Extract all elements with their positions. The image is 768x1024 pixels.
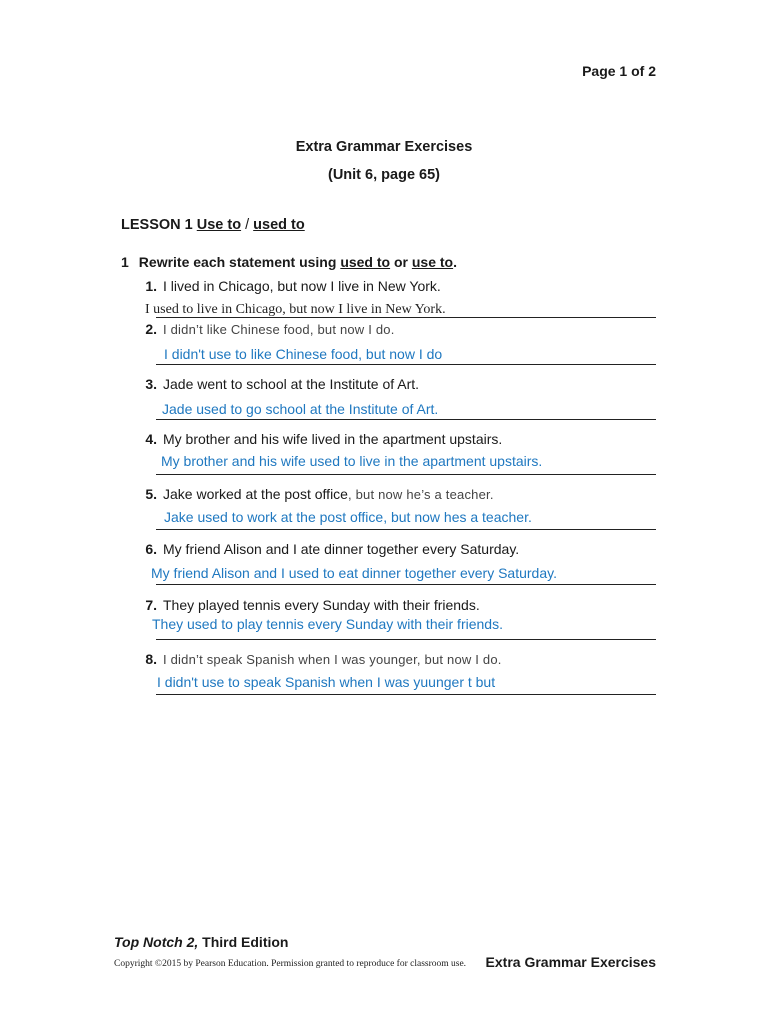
footer-book-name: Top Notch 2, (114, 934, 199, 950)
exercise-number: 1 (121, 254, 129, 270)
exercise-item-2 (137, 321, 395, 337)
answer-line-3 (156, 419, 656, 420)
instruction-period: . (453, 254, 457, 270)
answer-line-8 (156, 694, 656, 695)
item-number: 8. (145, 651, 157, 667)
item-number: 6. (145, 541, 157, 557)
exercise-item-5 (137, 486, 494, 502)
item-number: 1. (145, 278, 157, 294)
item-6-answer[interactable]: My friend Alison and I used to eat dinner together every Saturday. (151, 565, 557, 581)
item-2-answer[interactable]: I didn't use to like Chinese food, but now I do (164, 346, 443, 362)
item-prompt: Jade went to school at the Institute of Art. (163, 376, 420, 392)
instruction-or: or (393, 254, 408, 270)
exercise-item-4 (137, 431, 502, 447)
item-4-answer[interactable]: My brother and his wife used to live in the apartment upstairs. (161, 453, 543, 469)
footer-edition: Third Edition (198, 934, 289, 950)
item-prompt: I didn’t speak Spanish when I was younger, but now I do. (163, 652, 502, 667)
lesson-term-use-to: Use to (196, 217, 242, 233)
exercise-item-8 (137, 651, 502, 667)
item-5-answer[interactable]: Jake used to work at the post office, but now hes a teacher. (164, 509, 532, 525)
item-prompt: My friend Alison and I ate dinner together every Saturday. (163, 541, 520, 557)
exercise-item-3 (137, 376, 419, 392)
lesson-heading (121, 217, 305, 233)
answer-line-5 (156, 529, 656, 530)
lesson-label: LESSON 1 (121, 217, 193, 233)
page-number: Page 1 of 2 (582, 63, 656, 79)
exercise-item-7 (137, 597, 480, 613)
item-prompt-continuation: , but now he’s a teacher. (347, 487, 494, 502)
footer-book-title (114, 934, 288, 950)
document-title: Extra Grammar Exercises (295, 139, 473, 155)
item-1-answer[interactable]: I used to live in Chicago, but now I live in New York. (145, 302, 446, 317)
answer-line-7 (156, 639, 656, 640)
copyright-notice: Copyright ©2015 by Pearson Education. Permission granted to reproduce for classroom use. (114, 959, 467, 969)
item-prompt: I lived in Chicago, but now I live in New York. (163, 278, 441, 294)
answer-line-4 (156, 474, 656, 475)
item-number: 7. (145, 597, 157, 613)
instruction-term-use-to: use to (411, 254, 454, 270)
exercise-instruction (121, 254, 457, 270)
item-prompt: Jake worked at the post office (163, 486, 348, 502)
answer-line-1 (156, 317, 656, 318)
item-7-answer[interactable]: They used to play tennis every Sunday with their friends. (152, 616, 503, 632)
footer-section-title: Extra Grammar Exercises (485, 954, 656, 970)
item-prompt: I didn’t like Chinese food, but now I do. (163, 322, 395, 337)
item-number: 5. (145, 486, 157, 502)
answer-line-2 (156, 364, 656, 365)
item-prompt: My brother and his wife lived in the apartment upstairs. (163, 431, 503, 447)
lesson-separator: / (245, 217, 250, 233)
item-number: 3. (145, 376, 157, 392)
answer-line-6 (156, 584, 656, 585)
item-number: 4. (145, 431, 157, 447)
exercise-item-1 (137, 278, 441, 294)
lesson-term-used-to: used to (253, 217, 305, 233)
instruction-text: Rewrite each statement using (138, 254, 337, 270)
instruction-term-used-to: used to (340, 254, 391, 270)
item-8-answer[interactable]: I didn't use to speak Spanish when I was yuunger t but (157, 674, 496, 690)
item-number: 2. (145, 321, 157, 337)
item-prompt: They played tennis every Sunday with their friends. (163, 597, 480, 613)
item-3-answer[interactable]: Jade used to go school at the Institute of Art. (162, 401, 439, 417)
exercise-item-6 (137, 541, 519, 557)
document-subtitle: (Unit 6, page 65) (328, 167, 440, 183)
